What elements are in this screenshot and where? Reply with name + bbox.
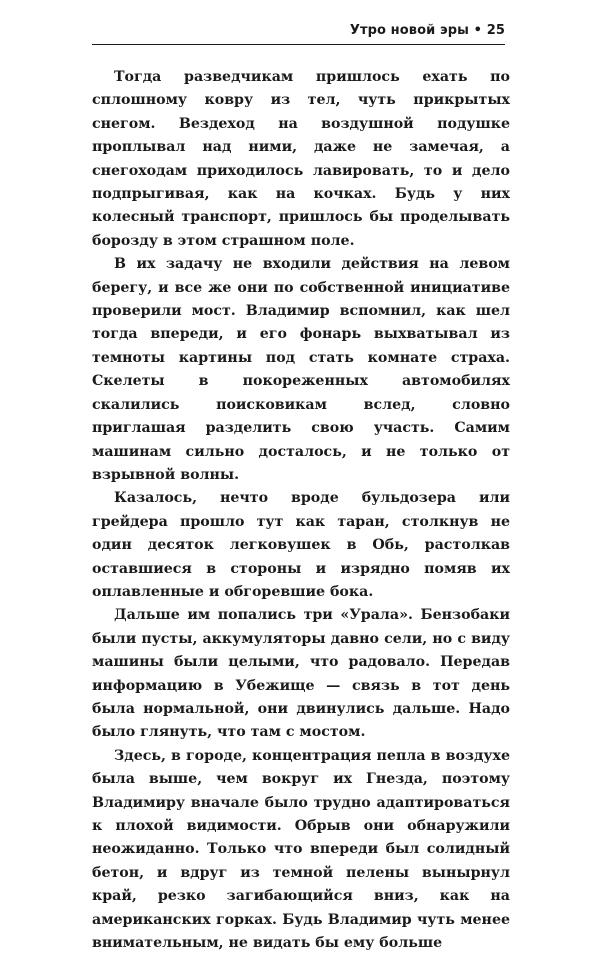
paragraph: Дальше им попались три «Урала». Бензобаки были пусты, аккумуляторы давно сели, но с виду машины были целыми, что радовало. Передав информацию в Убежище — связь в тот день была нормальной, они двинулись дальше. Надо было глянуть, что там с мостом. — [92, 607, 510, 741]
paragraph: Казалось, нечто вроде бульдозера или грейдера прошло тут как таран, столкнув не один десяток легковушек в Обь, растолкав оставшиеся в стороны и изрядно помяв их оплавленные и обгоревшие бока. — [92, 490, 510, 600]
paragraph: В их задачу не входили действия на левом берегу, и все же они по собственной инициативе проверили мост. Владимир вспомнил, как шел тогда впереди, и его фонарь выхватывал из темноты картины под стать комнате страха. Скелеты в покореженных автомобилях скалились поисковикам вслед, словно приглашая разделить свою участь. Самим машинам сильно досталось, и не только от взрывной волны. — [92, 256, 510, 483]
running-head: Утро новой эры • 25 — [349, 23, 505, 38]
body-text — [92, 66, 510, 955]
page-header — [92, 18, 505, 45]
paragraph: Здесь, в городе, концентрация пепла в воздухе была выше, чем вокруг их Гнезда, поэтому Владимиру вначале было трудно адаптироваться к плохой видимости. Обрыв они обнаружили неожиданно. Только что впереди был солидный бетон, и вдруг из темной пелены вынырнул край, резко загибающийся вниз, как на американских горках. Будь Владимир чуть менее внимательным, не видать бы ему больше — [92, 747, 510, 952]
paragraph: Тогда разведчикам пришлось ехать по сплошному ковру из тел, чуть прикрытых снегом. Вездеход на воздушной подушке проплывал над ними, даже не замечая, а снегоходам приходилось лавировать, то и дело подпрыгивая, как на кочках. Будь у них колесный транспорт, пришлось бы проделывать борозду в этом страшном поле. — [92, 69, 510, 249]
